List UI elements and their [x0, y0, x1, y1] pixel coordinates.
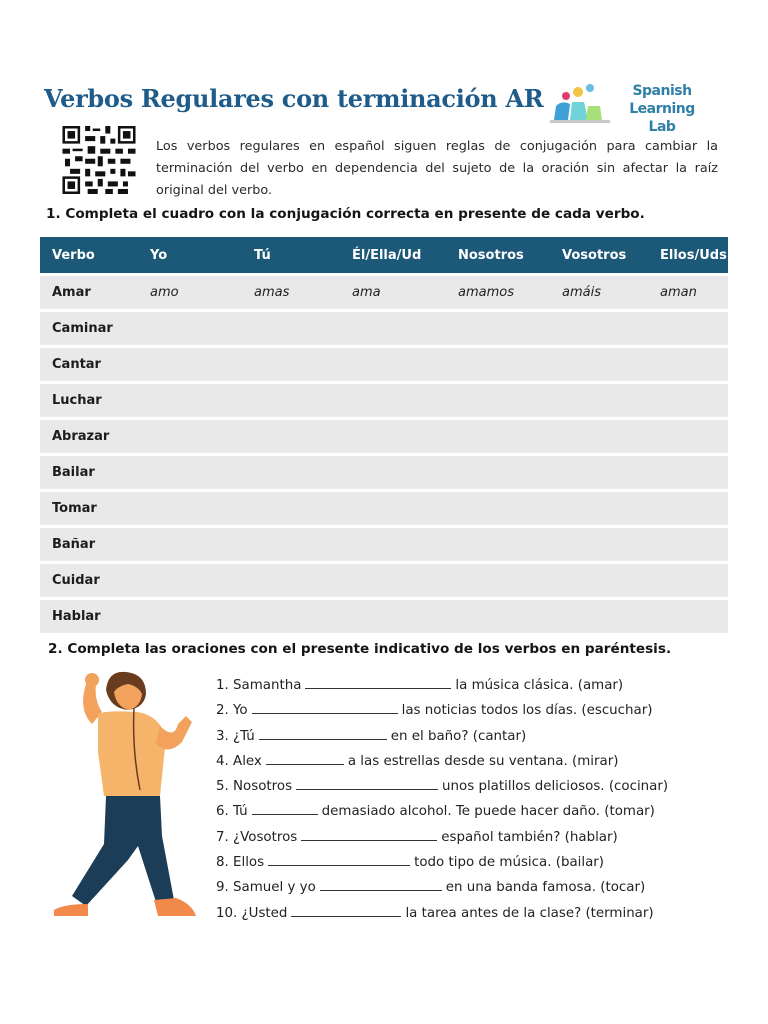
answer-blank[interactable] — [301, 826, 437, 841]
conjugation-cell[interactable] — [340, 384, 446, 417]
conjugation-cell[interactable] — [242, 600, 340, 633]
conjugation-cell[interactable] — [446, 456, 550, 489]
conjugation-cell[interactable] — [446, 492, 550, 525]
answer-blank[interactable] — [296, 775, 438, 790]
conjugation-cell[interactable] — [648, 492, 728, 525]
conjugation-cell[interactable] — [242, 528, 340, 561]
conjugation-cell[interactable] — [242, 456, 340, 489]
sentence-start: 2. Yo — [216, 703, 248, 719]
conjugation-cell[interactable] — [648, 564, 728, 597]
verb-cell: Luchar — [40, 384, 138, 417]
conjugation-cell[interactable] — [242, 348, 340, 381]
table-row — [40, 456, 728, 489]
header-el-ella-ud: Él/Ella/Ud — [340, 237, 446, 273]
conjugation-cell[interactable] — [138, 456, 242, 489]
conjugation-cell[interactable]: amamos — [446, 276, 550, 309]
sentence-start: 3. ¿Tú — [216, 728, 255, 744]
qr-code-icon — [62, 126, 136, 194]
sentence-item — [216, 749, 668, 774]
header-verbo: Verbo — [40, 237, 138, 273]
conjugation-cell[interactable] — [340, 348, 446, 381]
conjugation-cell[interactable] — [242, 384, 340, 417]
sentence-end: en una banda famosa. (tocar) — [445, 880, 646, 896]
conjugation-cell[interactable] — [446, 528, 550, 561]
sentence-end: demasiado alcohol. Te puede hacer daño. (tomar) — [321, 804, 655, 820]
conjugation-cell[interactable] — [340, 312, 446, 345]
conjugation-cell[interactable] — [446, 384, 550, 417]
sentence-start: 6. Tú — [216, 804, 248, 820]
conjugation-cell[interactable] — [138, 348, 242, 381]
sentence-end: la música clásica. (amar) — [455, 678, 624, 693]
table-row — [40, 564, 728, 597]
intro-paragraph: Los verbos regulares en español siguen reglas de conjugación para cambiar la terminación del verbo en dependencia del sujeto de la oración sin afectar la raíz original del verbo. — [156, 139, 718, 198]
conjugation-cell[interactable] — [648, 384, 728, 417]
verb-cell: Bailar — [40, 456, 138, 489]
conjugation-cell[interactable] — [446, 600, 550, 633]
answer-blank[interactable] — [252, 699, 398, 714]
sentence-start: 10. ¿Usted — [216, 905, 288, 921]
sentence-end: la tarea antes de la clase? (terminar) — [405, 905, 654, 921]
conjugation-cell[interactable] — [446, 420, 550, 453]
answer-blank[interactable] — [305, 674, 451, 689]
sentence-end: a las estrellas desde su ventana. (mirar) — [347, 753, 619, 769]
conjugation-cell[interactable] — [648, 600, 728, 633]
page-title: Verbos Regulares con terminación AR — [44, 84, 544, 113]
conjugation-cell[interactable] — [550, 600, 648, 633]
conjugation-cell[interactable] — [242, 312, 340, 345]
conjugation-cell[interactable] — [242, 492, 340, 525]
section1-heading: 1. Completa el cuadro con la conjugación correcta en presente de cada verbo. — [46, 206, 645, 222]
conjugation-cell[interactable] — [648, 528, 728, 561]
table-row — [40, 348, 728, 381]
conjugation-cell[interactable] — [340, 600, 446, 633]
section2-heading: 2. Completa las oraciones con el presente indicativo de los verbos en paréntesis. — [48, 641, 672, 657]
sentence-item — [216, 825, 668, 850]
answer-blank[interactable] — [259, 725, 387, 740]
sentence-end: español también? (hablar) — [441, 829, 618, 845]
conjugation-cell[interactable] — [340, 420, 446, 453]
conjugation-cell[interactable] — [138, 528, 242, 561]
sentence-start: 1. Samantha — [216, 678, 302, 693]
table-row — [40, 312, 728, 345]
table-row — [40, 600, 728, 633]
answer-blank[interactable] — [266, 750, 344, 765]
table-header-row — [40, 237, 728, 273]
table-row — [40, 492, 728, 525]
header-vosotros: Vosotros — [550, 237, 648, 273]
conjugation-cell[interactable] — [340, 528, 446, 561]
conjugation-cell[interactable]: aman — [648, 276, 728, 309]
header-yo: Yo — [138, 237, 242, 273]
conjugation-cell[interactable]: amáis — [550, 276, 648, 309]
conjugation-cell[interactable]: amo — [138, 276, 242, 309]
sentence-start: 5. Nosotros — [216, 779, 293, 795]
sentence-item — [216, 724, 668, 749]
sentence-item — [216, 850, 668, 875]
conjugation-cell[interactable] — [446, 312, 550, 345]
sentence-item — [216, 901, 668, 926]
verb-cell: Bañar — [40, 528, 138, 561]
sentence-start: 9. Samuel y yo — [216, 880, 316, 896]
logo-line-2: Lab — [648, 119, 676, 135]
verb-cell: Cantar — [40, 348, 138, 381]
conjugation-cell[interactable] — [648, 456, 728, 489]
sentence-item — [216, 875, 668, 900]
sentence-item — [216, 774, 668, 799]
sentence-item — [216, 673, 668, 698]
verb-cell: Tomar — [40, 492, 138, 525]
conjugation-cell[interactable] — [648, 312, 728, 345]
sentence-item — [216, 799, 668, 824]
conjugation-cell[interactable] — [446, 348, 550, 381]
conjugation-cell[interactable] — [648, 420, 728, 453]
conjugation-cell[interactable] — [138, 312, 242, 345]
conjugation-cell[interactable] — [242, 564, 340, 597]
sentence-list — [216, 673, 668, 926]
sentence-end: en el baño? (cantar) — [390, 728, 527, 744]
conjugation-cell[interactable] — [138, 420, 242, 453]
logo-text — [606, 82, 718, 136]
answer-blank[interactable] — [320, 876, 442, 891]
verb-cell: Hablar — [40, 600, 138, 633]
conjugation-cell[interactable] — [138, 600, 242, 633]
table-row — [40, 276, 728, 309]
verb-cell: Cuidar — [40, 564, 138, 597]
header-tu: Tú — [242, 237, 340, 273]
table-row — [40, 528, 728, 561]
verb-cell: Amar — [40, 276, 138, 309]
table-row — [40, 384, 728, 417]
conjugation-cell[interactable] — [340, 456, 446, 489]
conjugation-cell[interactable] — [138, 384, 242, 417]
header-ellos-uds: Ellos/Uds — [648, 237, 728, 273]
conjugation-cell[interactable] — [550, 564, 648, 597]
sentence-start: 7. ¿Vosotros — [216, 829, 298, 845]
conjugation-cell[interactable] — [550, 348, 648, 381]
conjugation-cell[interactable] — [138, 564, 242, 597]
sentence-item — [216, 698, 668, 723]
sentence-start: 4. Alex — [216, 753, 262, 769]
sentence-end: unos platillos deliciosos. (cocinar) — [442, 779, 669, 795]
conjugation-cell[interactable] — [550, 420, 648, 453]
spanish-learning-lab-logo — [548, 78, 718, 135]
conjugation-cell[interactable] — [550, 528, 648, 561]
sentence-end: las noticias todos los días. (escuchar) — [401, 703, 653, 719]
conjugation-cell[interactable] — [340, 564, 446, 597]
conjugation-cell[interactable] — [340, 492, 446, 525]
conjugation-cell[interactable] — [550, 384, 648, 417]
answer-blank[interactable] — [291, 902, 401, 917]
conjugation-cell[interactable] — [138, 492, 242, 525]
conjugation-table — [40, 234, 728, 636]
sentence-start: 8. Ellos — [216, 855, 265, 871]
table-row — [40, 420, 728, 453]
conjugation-cell[interactable]: ama — [340, 276, 446, 309]
header-nosotros: Nosotros — [446, 237, 550, 273]
answer-blank[interactable] — [268, 851, 410, 866]
conjugation-cell[interactable] — [648, 348, 728, 381]
conjugation-cell[interactable] — [550, 492, 648, 525]
conjugation-cell[interactable] — [446, 564, 550, 597]
conjugation-cell[interactable] — [550, 456, 648, 489]
sentence-end: todo tipo de música. (bailar) — [414, 855, 605, 871]
conjugation-cell[interactable]: amas — [242, 276, 340, 309]
dancing-person-illustration — [48, 660, 208, 928]
verb-cell: Abrazar — [40, 420, 138, 453]
verb-cell: Caminar — [40, 312, 138, 345]
conjugation-cell[interactable] — [550, 312, 648, 345]
conjugation-cell[interactable] — [242, 420, 340, 453]
answer-blank[interactable] — [252, 800, 318, 815]
logo-line-1: Spanish Learning — [629, 83, 695, 117]
